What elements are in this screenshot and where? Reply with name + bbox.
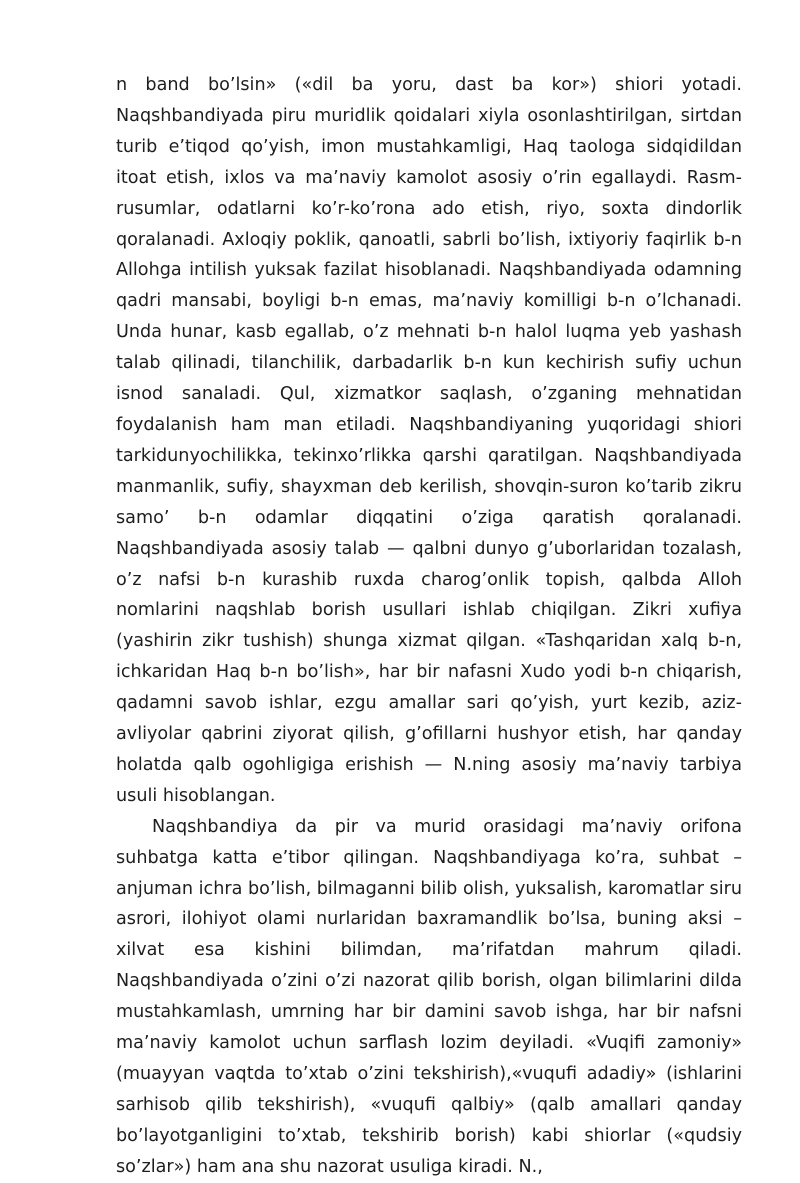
paragraph: n band bo’lsin» («dil ba yoru, dast ba kor») shiori yotadi. Naqshbandiyada piru muridlik qoidalari xiyla osonlashtirilgan, sirtdan turib e’tiqod qo’yish, imon mustahkamligi, Haq taologa sidqidildan itoat etish, ixlos va ma’naviy kamolot asosiy o’rin egallaydi. Rasm- rusumlar, odatlarni ko’r-ko’rona ado etish, riyo, soxta dindorlik qoralanadi. Axloqiy poklik, qanoatli, sabrli bo’lish, ixtiyoriy faqirlik b-n Allohga intilish yuksak fazilat hisoblanadi. Naqshbandiyada odamning qadri mansabi, boyligi b-n emas, ma’naviy komilligi b-n o’lchanadi. Unda hunar, kasb egallab, o’z mehnati b-n halol luqma yeb yashash talab qilinadi, tilanchilik, darbadarlik b-n kun kechirish sufiy uchun isnod sanaladi. Qul, xizmatkor saqlash, o’zganing mehnatidan foydalanish ham man etiladi. Naqshbandiyaning yuqoridagi shiori tarkidunyochilikka, tekinxo’rlikka qarshi qaratilgan. Naqshbandiyada manmanlik, sufiy, shayxman deb kerilish, shovqin-suron ko’tarib zikru samo’ b-n odamlar diqqatini o’ziga qaratish qoralanadi. Naqshbandiyada asosiy talab — qalbni dunyo g’uborlaridan tozalash, o’z nafsi b-n kurashib ruxda charog’onlik topish, qalbda Alloh nomlarini naqshlab borish usullari ishlab chiqilgan. Zikri xufiya (yashirin zikr tushish) shunga xizmat qilgan. «Tashqaridan xalq b-n, ichkaridan Haq b-n bo’lish», har bir nafasni Xudo yodi b-n chiqarish, qadamni savob ishlar, ezgu amallar sari qo’yish, yurt kezib, aziz-avliyolar qabrini ziyorat qilish, g’ofillarni hushyor etish, har qanday holatda qalb ogohligiga erishish — N.ning asosiy ma’naviy tarbiya usuli hisoblangan. <box>116 75 742 806</box>
paragraph: Naqshbandiya da pir va murid orasidagi ma’naviy orifona suhbatga katta e’tibor qilingan. Naqshbandiyaga ko’ra, suhbat – anjuman ichra bo’lish, bilmaganni bilib olish, yuksalish, karomatlar siru asrori, ilohiyot olami nurlaridan baxramandlik bo’lsa, buning aksi – xilvat esa kishini bilimdan, ma’rifatdan mahrum qiladi. Naqshbandiyada o’zini o’zi nazorat qilib borish, olgan bilimlarini dilda mustahkamlash, umrning har bir damini savob ishga, har bir nafsni ma’naviy kamolot uchun sarflash lozim deyiladi. «Vuqifi zamoniy» (muayyan vaqtda to’xtab o’zini tekshirish),«vuqufi adadiy» (ishlarini sarhisob qilib tekshirish), «vuqufi qalbiy» (qalb amallari qanday bo’layotganligini to’xtab, tekshirib borish) kabi shiorlar («qudsiy so’zlar») ham ana shu nazorat usuliga kiradi. N., <box>116 816 742 1177</box>
document-page <box>116 70 742 1183</box>
